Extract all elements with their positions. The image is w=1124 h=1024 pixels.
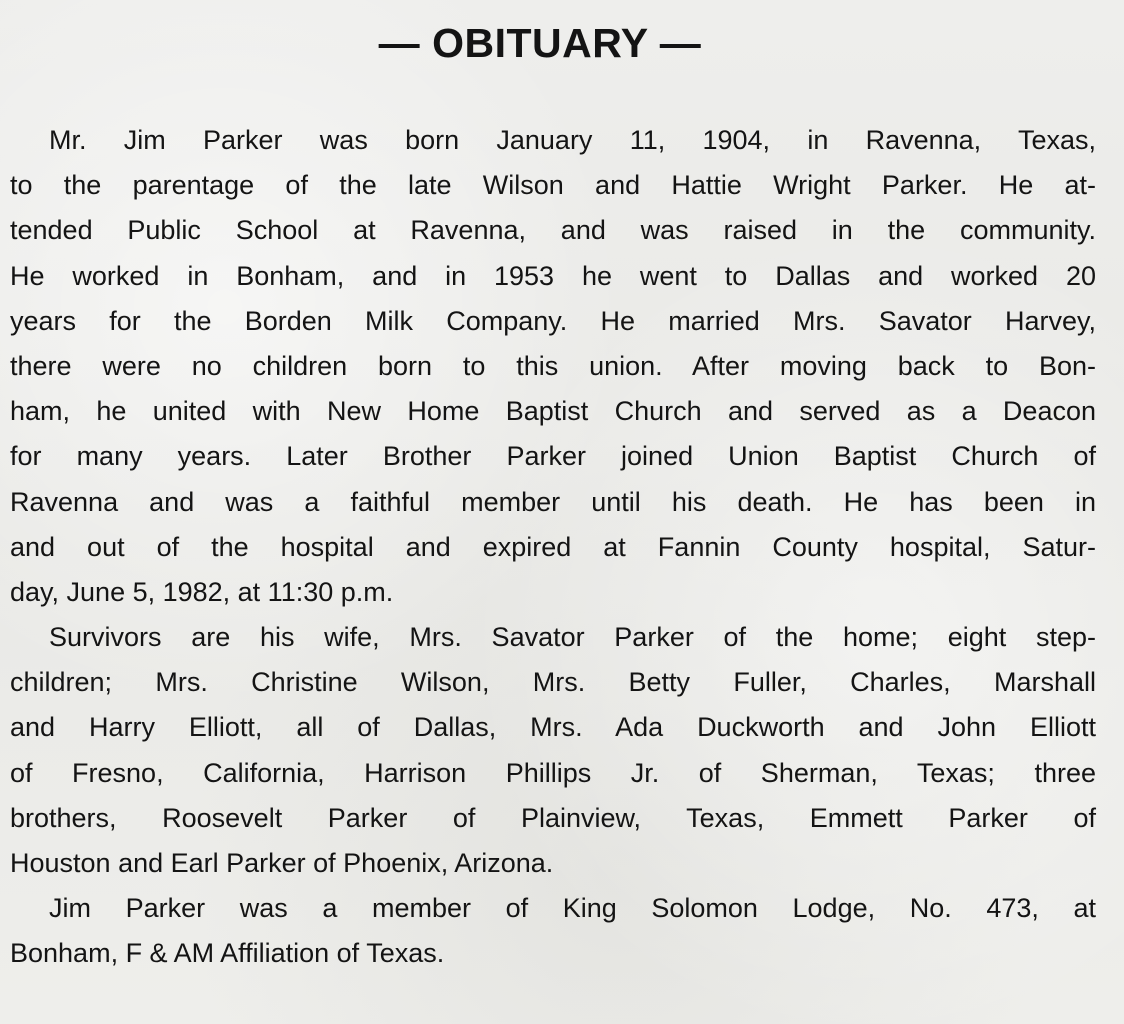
text-line: and out of the hospital and expired at Fannin County hospital, Satur- <box>10 531 1096 562</box>
text-line: to the parentage of the late Wilson and Hattie Wright Parker. He at- <box>10 170 1096 201</box>
text-line: Ravenna and was a faithful member until his death. He has been in <box>10 486 1096 517</box>
text-line: of Fresno, California, Harrison Phillips Jr. of Sherman, Texas; three <box>10 757 1096 788</box>
text-line: there were no children born to this union. After moving back to Bon- <box>10 350 1096 381</box>
text-line: children; Mrs. Christine Wilson, Mrs. Betty Fuller, Charles, Marshall <box>10 667 1096 698</box>
text-line: Mr. Jim Parker was born January 11, 1904, in Ravenna, Texas, <box>49 125 1096 155</box>
text-line: Survivors are his wife, Mrs. Savator Parker of the home; eight step- <box>49 622 1096 653</box>
text-line: ham, he united with New Home Baptist Church and served as a Deacon <box>10 396 1096 427</box>
text-line: day, June 5, 1982, at 11:30 p.m. <box>10 576 394 607</box>
text-line: and Harry Elliott, all of Dallas, Mrs. Ada Duckworth and John Elliott <box>10 712 1096 743</box>
obituary-body <box>10 118 1096 977</box>
text-line: Bonham, F & AM Affiliation of Texas. <box>10 938 445 969</box>
text-line: tended Public School at Ravenna, and was raised in the community. <box>10 215 1096 246</box>
text-line: years for the Borden Milk Company. He married Mrs. Savator Harvey, <box>10 305 1096 336</box>
text-line: for many years. Later Brother Parker joined Union Baptist Church of <box>10 441 1096 472</box>
text-line: brothers, Roosevelt Parker of Plainview, Texas, Emmett Parker of <box>10 802 1096 833</box>
paragraph-biography <box>10 118 1096 615</box>
paragraph-survivors <box>10 615 1096 886</box>
paragraph-lodge <box>10 886 1096 976</box>
page-title: — OBITUARY — <box>378 20 702 66</box>
text-line: He worked in Bonham, and in 1953 he went to Dallas and worked 20 <box>10 260 1096 291</box>
text-line: Jim Parker was a member of King Solomon Lodge, No. 473, at <box>49 893 1096 924</box>
text-line: Houston and Earl Parker of Phoenix, Arizona. <box>10 848 554 878</box>
